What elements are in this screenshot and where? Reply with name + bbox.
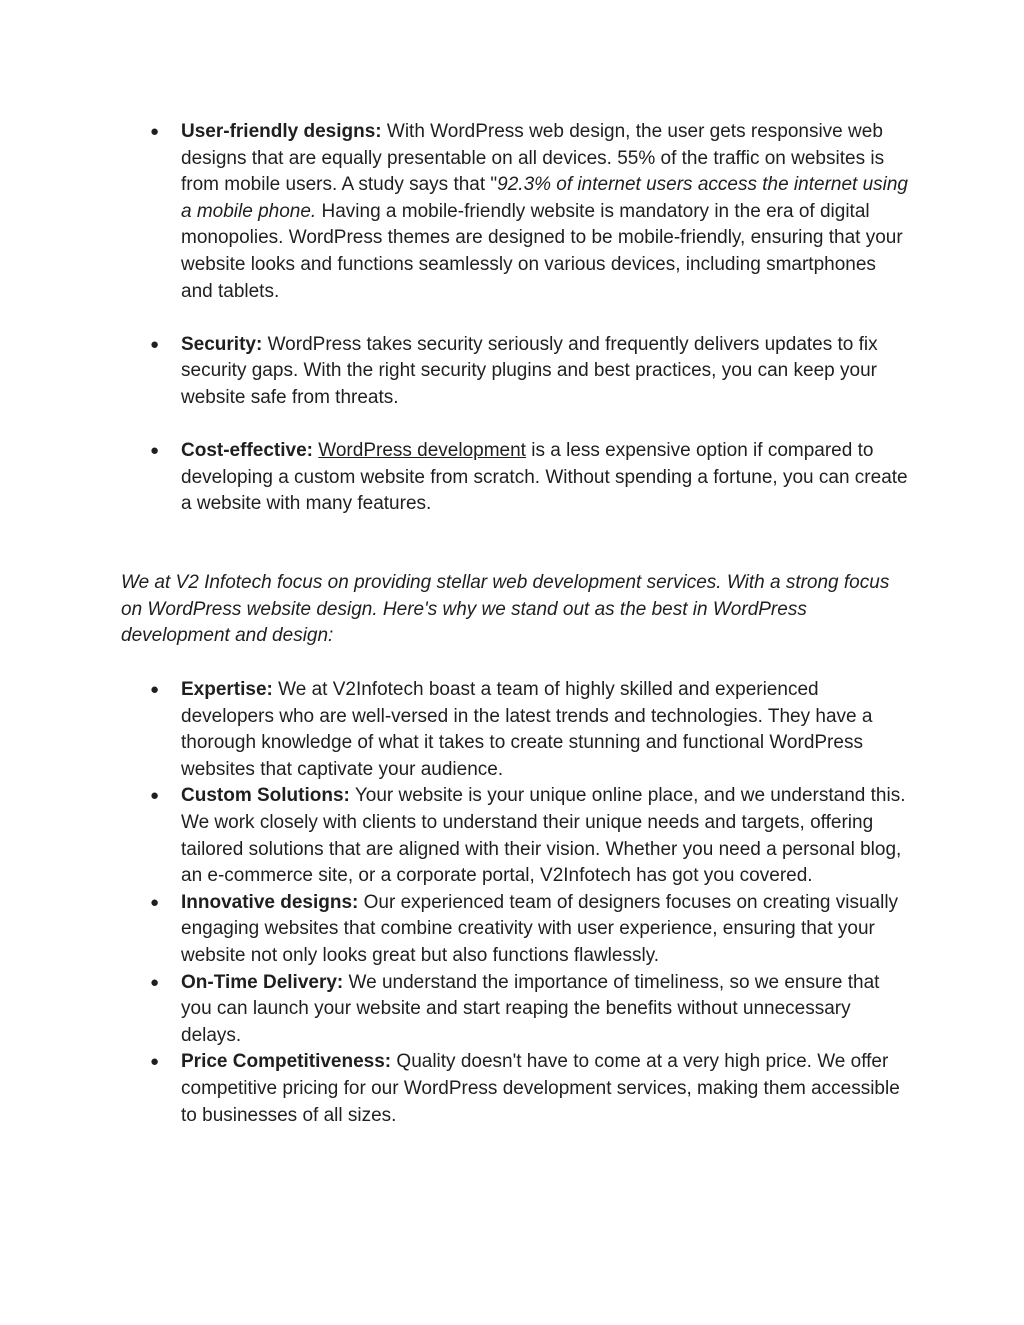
item-term: User-friendly designs: <box>181 121 382 142</box>
item-text: Our experienced team of designers focuses on creating visually engaging websites that combine creativity with user experience, ensuring that your website not only looks great but also functions flawlessly. <box>181 891 899 966</box>
wordpress-development-link[interactable]: WordPress development <box>318 440 526 462</box>
item-text: Quality doesn't have to come at a very high price. We offer competitive pricing for our WordPress development services, making them accessible to businesses of all sizes. <box>181 1051 900 1126</box>
benefits-list <box>150 119 911 518</box>
bullet-icon: ● <box>150 893 160 911</box>
item-term: Security: <box>181 333 263 355</box>
list-item-expertise <box>150 677 911 783</box>
item-text: We at V2Infotech boast a team of highly skilled and experienced developers who are well-versed in the latest trends and technologies. They have a thorough knowledge of what it takes to create stunning and functional WordPress websites that captivate your audience. <box>181 679 873 780</box>
item-term: Expertise: <box>181 679 273 700</box>
list-item-on-time-delivery <box>150 970 911 1050</box>
reasons-list <box>150 677 911 1129</box>
item-text: WordPress takes security seriously and frequently delivers updates to fix security gaps. With the right security plugins and best practices, you can keep your website safe from threats. <box>181 333 878 408</box>
item-term: Custom Solutions: <box>181 785 350 807</box>
item-text: With WordPress web design, the user gets responsive web designs that are equally presentable on all devices. 55% of the traffic on websites is from mobile users. A study says that " <box>181 121 885 196</box>
list-item-price-competitiveness <box>150 1049 911 1129</box>
list-item-custom-solutions <box>150 783 911 889</box>
item-text: Having a mobile-friendly website is mandatory in the era of digital monopolies. WordPress themes are designed to be mobile-friendly, ensuring that your website looks and functions seamlessly on various devices, including smartphones and tablets. <box>181 200 903 302</box>
list-spacer <box>181 412 911 439</box>
list-item-security <box>150 332 911 412</box>
item-term: Innovative designs: <box>181 891 359 913</box>
intro-paragraph: We at V2 Infotech focus on providing stellar web development services. With a strong focus on WordPress website design. Here's why we stand out as the best in WordPress development and design: <box>121 572 890 647</box>
item-text: We understand the importance of timeliness, so we ensure that you can launch your website and start reaping the benefits without unnecessary delays. <box>181 971 880 1046</box>
bullet-icon: ● <box>150 1053 160 1071</box>
list-item-cost-effective <box>150 438 911 518</box>
item-italic-quote: 92.3% of internet users access the internet using a mobile phone. <box>181 174 909 222</box>
item-text: Your website is your unique online place, and we understand this. We work closely with clients to understand their unique needs and targets, offering tailored solutions that are aligned with their vision. Whether you need a personal blog, an e-commerce site, or a corporate portal, V2Infotech has got you covered. <box>181 785 906 887</box>
bullet-icon: ● <box>150 681 160 698</box>
bullet-icon: ● <box>150 335 160 353</box>
item-term: Cost-effective: <box>181 440 313 462</box>
bullet-icon: ● <box>150 123 160 140</box>
bullet-icon: ● <box>150 973 160 991</box>
list-item-user-friendly-designs <box>150 119 911 305</box>
list-spacer <box>181 305 911 332</box>
bullet-icon: ● <box>150 442 160 460</box>
item-term: On-Time Delivery: <box>181 971 344 993</box>
bullet-icon: ● <box>150 787 160 805</box>
item-text: is a less expensive option if compared to developing a custom website from scratch. Without spending a fortune, you can create a website with many features. <box>181 440 908 515</box>
list-item-innovative-designs <box>150 890 911 970</box>
item-term: Price Competitiveness: <box>181 1051 392 1073</box>
